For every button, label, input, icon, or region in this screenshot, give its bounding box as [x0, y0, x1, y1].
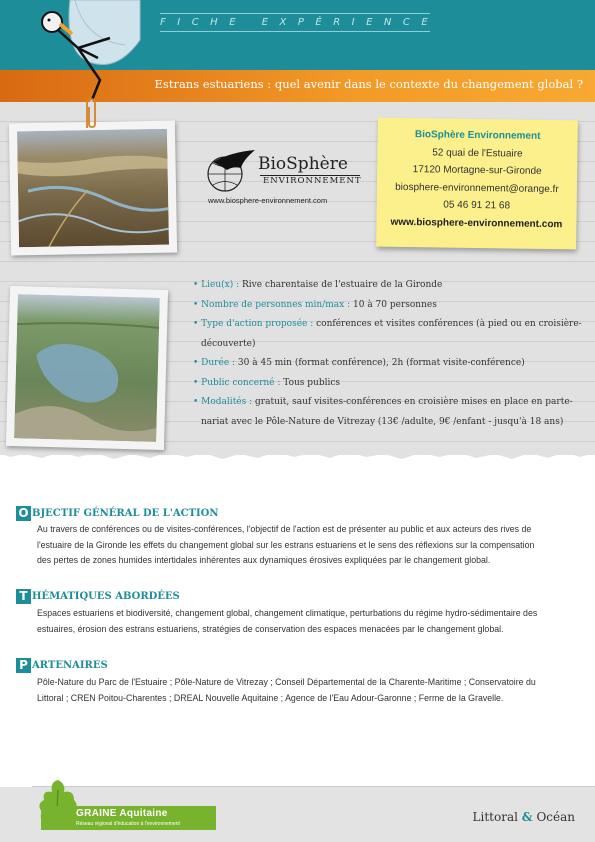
section-partenaires-initial: P: [16, 658, 31, 673]
littoral-ampersand: &: [521, 810, 533, 824]
detail-public-label: Public concerné :: [201, 377, 281, 388]
header-rule-top: [160, 13, 430, 14]
detail-modalites-label: Modalités :: [201, 397, 253, 407]
detail-type-label: Type d'action proposée :: [201, 319, 314, 329]
graine-name: GRAINE Aquitaine: [76, 808, 168, 819]
contact-phone: 05 46 91 21 68: [443, 199, 511, 212]
detail-modalites: • Modalités : gratuit, sauf visites-conférences en croisière mises en place en parte-: [193, 397, 573, 407]
detail-type-cont: découverte): [201, 338, 256, 349]
section-thematiques-heading: [16, 588, 180, 606]
logo-name: BioSphère: [258, 154, 348, 174]
ocean-word: Océan: [536, 810, 575, 824]
section-objectif-initial: O: [16, 506, 31, 521]
contact-website[interactable]: www.biosphere-environnement.com: [390, 216, 563, 230]
detail-modalites-value: gratuit, sauf visites-conférences en croisière mises en place en parte-: [255, 397, 573, 407]
contact-address-2: 17120 Mortagne-sur-Gironde: [412, 164, 542, 177]
section-thematiques-title: HÉMATIQUES ABORDÉES: [32, 591, 180, 603]
objectif-line: l'estuaire de la Gironde les effets du changement global sur les estrans estuariens et le sens des réflexions sur la compensation: [37, 539, 535, 550]
section-thematiques-initial: T: [16, 589, 31, 604]
detail-nombre-label: Nombre de personnes min/max :: [201, 299, 351, 310]
photo-estuary-2: [6, 286, 168, 450]
detail-nombre-value: 10 à 70 personnes: [353, 299, 437, 310]
detail-public-value: Tous publics: [283, 377, 340, 388]
contact-sticky-note: [376, 118, 578, 250]
detail-lieu-label: Lieu(x) :: [201, 280, 240, 290]
contact-email[interactable]: biosphere-environnement@orange.fr: [395, 181, 559, 195]
graine-tagline: Réseau régional d'éducation à l'environnement: [76, 821, 180, 827]
littoral-word: Littoral: [472, 810, 518, 824]
detail-lieu: • Lieu(x) : Rive charentaise de l'estuaire de la Gironde: [193, 280, 443, 290]
header-rule-bottom: [160, 31, 430, 32]
detail-duree: • Durée : 30 à 45 min (format conférence), 2h (format visite-conférence): [193, 358, 525, 368]
thematiques-line: Espaces estuariens et biodiversité, changement global, changement climatique, perturbations du régime hydro-sédimentaire des: [37, 608, 538, 618]
detail-nombre: • Nombre de personnes min/max : 10 à 70 personnes: [193, 299, 437, 310]
objectif-line: des pertes de zones humides intertidales inhérentes aux dynamiques érosives expliquées par le changement global.: [37, 555, 491, 565]
contact-name: BioSphère Environnement: [414, 129, 541, 142]
section-partenaires-heading: [16, 657, 108, 675]
details-list: [193, 276, 588, 432]
partenaires-line: Littoral ; CREN Poitou-Charentes ; DREAL Nouvelle Aquitaine ; Agence de l'Eau Adour-Garonne ; Ferme de la Gravelle.: [37, 692, 504, 703]
section-partenaires-body: [37, 675, 577, 706]
page-title: Estrans estuariens : quel avenir dans le contexte du changement global ?: [154, 77, 583, 91]
globe-bird-icon: [203, 148, 259, 194]
section-objectif-body: [37, 522, 577, 569]
section-thematiques-body: [37, 606, 577, 637]
fiche-label: FICHE EXPÉRIENCE: [160, 17, 440, 28]
logo-url: www.biosphere-environnement.com: [208, 196, 328, 205]
section-objectif-title: BJECTIF GÉNÉRAL DE L'ACTION: [32, 508, 219, 520]
littoral-ocean-label: [473, 810, 575, 824]
wetland-aerial-image: [14, 294, 160, 442]
detail-duree-value: 30 à 45 min (format conférence), 2h (format visite-conférence): [237, 358, 525, 368]
detail-modalites-cont: nariat avec le Pôle-Nature de Vitrezay (13€ /adulte, 9€ /enfant - jusqu'à 18 ans): [201, 416, 564, 427]
detail-type-value: conférences et visites conférences (à pied ou en croisière-: [316, 319, 582, 329]
biosphere-logo: [203, 146, 363, 216]
section-partenaires-title: ARTENAIRES: [32, 660, 108, 672]
objectif-line: Au travers de conférences ou de visites-conférences, l'objectif de l'action est de présenter au public et aux acteurs des rives de: [37, 524, 532, 534]
detail-duree-label: Durée :: [201, 358, 236, 368]
estuary-aerial-image: [17, 129, 169, 248]
section-objectif-heading: [16, 505, 219, 523]
contact-address-1: 52 quai de l'Estuaire: [432, 146, 523, 160]
photo-estuary-1: [9, 121, 177, 256]
detail-type: • Type d'action proposée : conférences et visites conférences (à pied ou en croisière-: [193, 319, 582, 329]
paperclip-icon: [84, 98, 98, 132]
detail-lieu-value: Rive charentaise de l'estuaire de la Gironde: [242, 280, 443, 290]
logo-subtitle: ENVIRONNEMENT: [263, 176, 362, 186]
thematiques-line: estuaires, érosion des estrans estuariens, stratégies de conservation des espaces menacées par le changement global.: [37, 623, 504, 634]
detail-public: • Public concerné : Tous publics: [193, 377, 340, 388]
partenaires-line: Pôle-Nature du Parc de l'Estuaire ; Pôle-Nature de Vitrezay ; Conseil Départemental de la Charente-Maritime ; Conservatoire du: [37, 677, 536, 687]
